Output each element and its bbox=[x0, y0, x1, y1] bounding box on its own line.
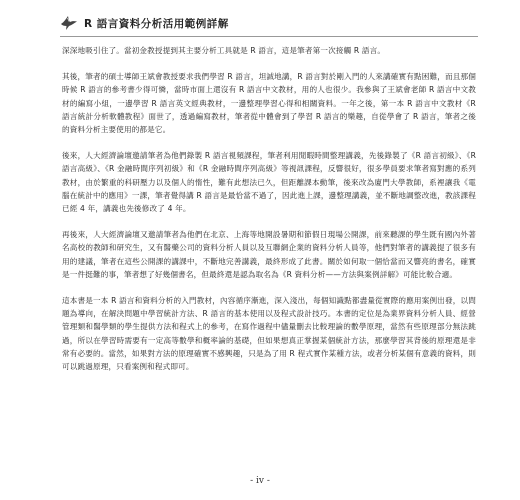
paragraph-3: 後來，人大經濟論壇邀請筆者為他們錄製 R 語言視頻課程，筆者利用閒暇時間整理講義，先後錄製了《R 語言初級》、《R 語言高級》、《R 金融時間序列初級》和《R 金融時間序列高級》等視訊課程，反響很好，很多學員要求筆者寫對應的系列教材，由於繁重的科研壓力以及個人的惰性，難有此想法已久，但距離課本動筆，後來改為廈門大學教師，系裡讓我《電腦在統計中的應用》一課，筆者覺得講 R 語言是最恰當不過了，因此進上課，邊整理講義，並不斷地調整改進，教該課程已經 4 年，講義也先後修改了 4 年。 bbox=[62, 151, 476, 214]
running-header bbox=[60, 14, 500, 32]
paragraph-5: 這本書是一本 R 語言和資料分析的入門教材，內容循序漸進，深入淺出，每個知識點都盡量從實際的應用案例出發，以問題為導向，在解決問題中學習統計方法、R 語言的基本使用以及程式設計技巧。本書的定位是為業界資料分析人員、經營管理類和醫學類的學生提供方法和程式上的參考，在寫作過程中儘量刪去比較理論的數學原理，當然有些原理部分無法跳過，所以在學習時需要有一定高等數學和概率論的基礎，但如果想真正掌握某個統計方法，那麼學習其背後的原理還是非常有必要的。當然，如果對方法的原理確實不感興趣，只是為了用 R 程式實作某種方法，或者分析某個有意義的資料，則可以跳過原理，只看案例和程式即可。 bbox=[62, 296, 476, 372]
header-rule bbox=[60, 36, 478, 37]
page-body bbox=[62, 44, 476, 386]
page-number: - iv - bbox=[250, 476, 270, 486]
header-title: R 語言資料分析活用範例詳解 bbox=[84, 17, 229, 30]
bird-icon bbox=[60, 15, 78, 31]
paragraph-2: 其後，筆者的碩士導師王斌會教授要求我們學習 R 語言，坦誠地講，R 語言對於剛入門的人來講確實有點困難，而且那個時候 R 語言的參考書少得可憐，當時市面上還沒有 R 語言中文教材，用的人也很少。我參與了王斌會老師 R 語言中文教材的編寫小組，一邊學習 R 語言英文經典教材，一邊整理學習心得和相關資料。一年之後，第一本 R 語言中文教材《R 語言統計分析軟體教程》面世了，透過編寫教材，筆者從中體會到了學習 R 語言的樂趣，自從學會了 R 語言，筆者之後的資料分析主要使用的都是它。 bbox=[62, 72, 476, 135]
paragraph-4: 再後來，人大經濟論壇又邀請筆者為他們在北京、上海等地開設暑期和節假日現場公開課，前來聽課的學生既有國內外著名高校的教師和研究生，又有醫藥公司的資料分析人員以及互聯網企業的資料分析人員等，他們對筆者的講義提了很多有用的建議，筆者在這些公開課的講課中，不斷地完善講義，最終形成了此書。關於如何取一個恰當而又響亮的書名，確實是一件挺難的事，筆者想了好幾個書名，但最終還是認為取名為《R 資料分析——方法與案例詳解》可能比較合適。 bbox=[62, 230, 476, 279]
paragraph-1: 深深地吸引住了。當初金教授提到其主要分析工具就是 R 語言，這是筆者第一次接觸 R 語言。 bbox=[62, 46, 386, 55]
